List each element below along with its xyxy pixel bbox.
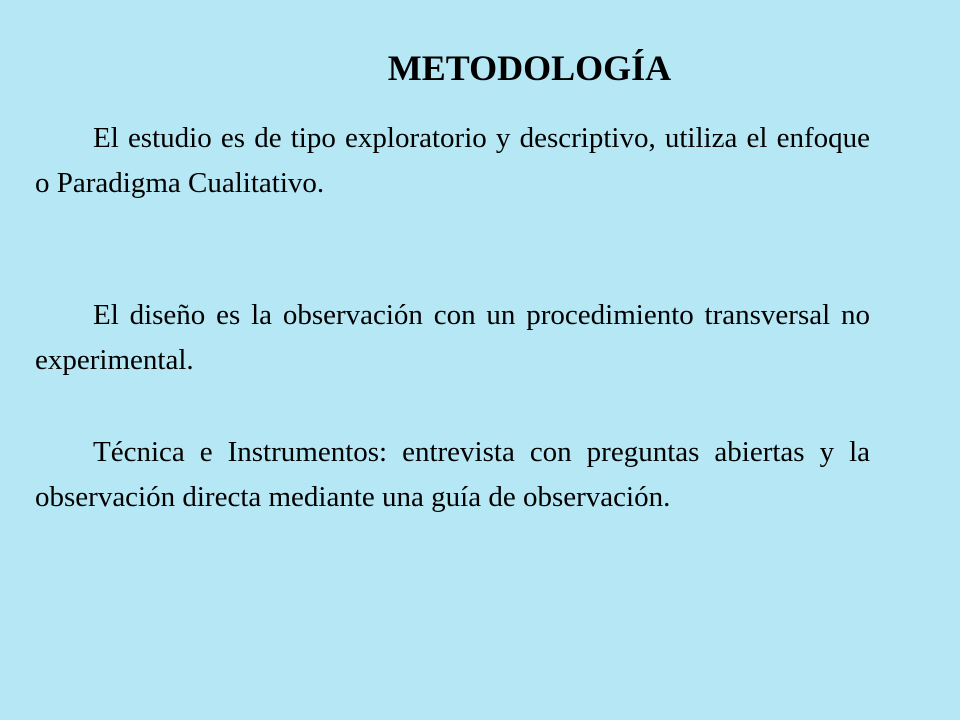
paragraph-text: El diseño es la observación con un procedimiento transversal no experimental. xyxy=(35,299,870,376)
paragraph-text: Técnica e Instrumentos: entrevista con preguntas abiertas y la observación directa mediante una guía de observación. xyxy=(35,436,870,513)
paragraph-design xyxy=(35,293,870,383)
slide-title: METODOLOGÍA xyxy=(387,48,672,88)
paragraph-text: El estudio es de tipo exploratorio y descriptivo, utiliza el enfoque o Paradigma Cualitativo. xyxy=(35,122,870,199)
paragraph-study-type xyxy=(35,116,870,206)
paragraph-techniques xyxy=(35,430,870,520)
